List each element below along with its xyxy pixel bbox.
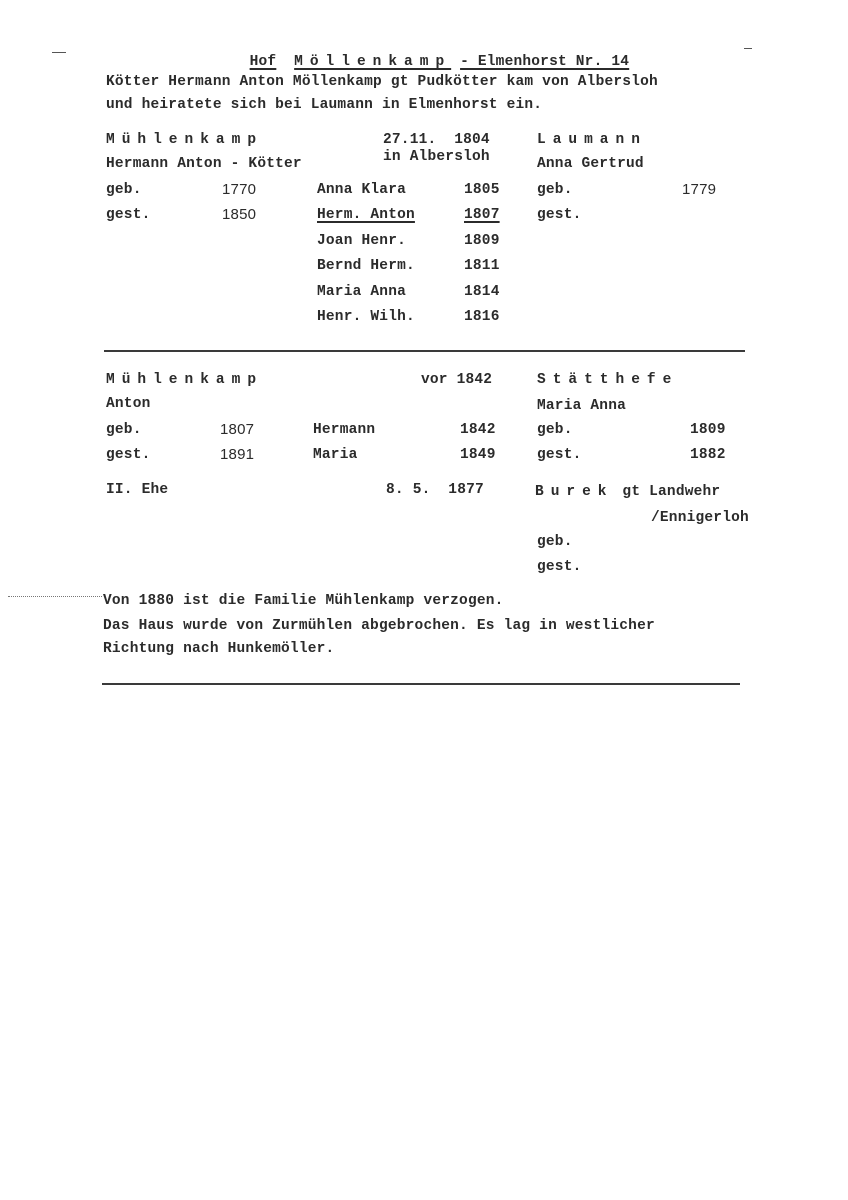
gen2-husband-born-label: geb. xyxy=(106,422,142,438)
gen2-wife-died: 1882 xyxy=(690,447,726,463)
intro-line-1: Kötter Hermann Anton Möllenkamp gt Pudkötter kam von Albersloh xyxy=(106,74,658,90)
second-wife-note-2: /Ennigerloh xyxy=(651,510,749,526)
margin-mark-left xyxy=(52,52,66,53)
gen2-wife-died-label: gest. xyxy=(537,447,582,463)
gen1-wife-given: Anna Gertrud xyxy=(537,156,644,172)
gen2-wife-born-label: geb. xyxy=(537,422,573,438)
gen1-child-name: Herm. Anton xyxy=(317,207,415,223)
gen1-child-name: Joan Henr. xyxy=(317,233,407,249)
gen2-wife-born: 1809 xyxy=(690,422,726,438)
gen1-child-year: 1816 xyxy=(464,309,500,325)
gen2-child-name: Maria xyxy=(313,447,358,463)
gen1-child-name: Maria Anna xyxy=(317,284,407,300)
footer-line-1: Von 1880 ist die Familie Mühlenkamp verzogen. xyxy=(103,593,504,609)
margin-mark-right xyxy=(744,48,752,49)
gen1-husband-born-label: geb. xyxy=(106,182,142,198)
gen1-child-year: 1811 xyxy=(464,258,500,274)
gen1-wife-died-label: gest. xyxy=(537,207,582,223)
footer-line-3: Richtung nach Hunkemöller. xyxy=(103,641,335,657)
gen2-husband-died-label: gest. xyxy=(106,447,151,463)
second-marriage-date: 8. 5. 1877 xyxy=(386,482,484,498)
second-marriage-label: II. Ehe xyxy=(106,482,169,498)
gen1-child-year: 1807 xyxy=(464,207,500,223)
gen2-husband-born: 1807 xyxy=(220,421,255,438)
gen1-husband-born: 1770 xyxy=(222,181,257,198)
intro-line-2: und heiratete sich bei Laumann in Elmenhorst ein. xyxy=(106,97,543,113)
title-prefix: Hof xyxy=(249,54,277,70)
second-wife-line xyxy=(535,483,720,501)
gen1-marriage-date: 27.11. 1804 xyxy=(383,132,490,148)
gen1-husband-died-label: gest. xyxy=(106,207,151,223)
gen1-child-name: Henr. Wilh. xyxy=(317,309,415,325)
second-wife-surname: Burek xyxy=(535,484,614,500)
gen2-child-year: 1849 xyxy=(460,447,496,463)
gen2-wife-given: Maria Anna xyxy=(537,398,627,414)
gen1-wife-surname: Laumann xyxy=(537,132,647,148)
second-wife-died-label: gest. xyxy=(537,559,582,575)
section-divider xyxy=(104,350,745,352)
gen2-child-year: 1842 xyxy=(460,422,496,438)
second-wife-note-1: gt Landwehr xyxy=(622,484,721,500)
gen2-marriage-date: vor 1842 xyxy=(421,372,493,388)
gen1-child-name: Bernd Herm. xyxy=(317,258,415,274)
gen2-wife-surname: Stätthefe xyxy=(537,372,679,388)
title-suffix: - Elmenhorst Nr. 14 xyxy=(460,54,630,70)
footer-line-2: Das Haus wurde von Zurmühlen abgebrochen. Es lag in westlicher xyxy=(103,618,655,634)
gen1-wife-born: 1779 xyxy=(682,181,717,198)
margin-scribble xyxy=(8,596,102,597)
gen1-marriage-place: in Albersloh xyxy=(383,149,490,165)
gen1-child-name: Anna Klara xyxy=(317,182,407,198)
gen1-child-year: 1805 xyxy=(464,182,500,198)
gen2-husband-surname: Mühlenkamp xyxy=(106,372,264,388)
gen2-child-name: Hermann xyxy=(313,422,376,438)
gen1-child-year: 1814 xyxy=(464,284,500,300)
gen1-wife-born-label: geb. xyxy=(537,182,573,198)
gen2-husband-given: Anton xyxy=(106,396,151,412)
gen1-child-year: 1809 xyxy=(464,233,500,249)
gen1-husband-surname: Mühlenkamp xyxy=(106,132,264,148)
title-farm-name: Möllenkamp xyxy=(294,54,452,70)
second-wife-born-label: geb. xyxy=(537,534,573,550)
bottom-divider xyxy=(102,683,740,685)
gen1-husband-given: Hermann Anton - Kötter xyxy=(106,156,302,172)
gen2-husband-died: 1891 xyxy=(220,446,255,463)
gen1-husband-died: 1850 xyxy=(222,206,257,223)
